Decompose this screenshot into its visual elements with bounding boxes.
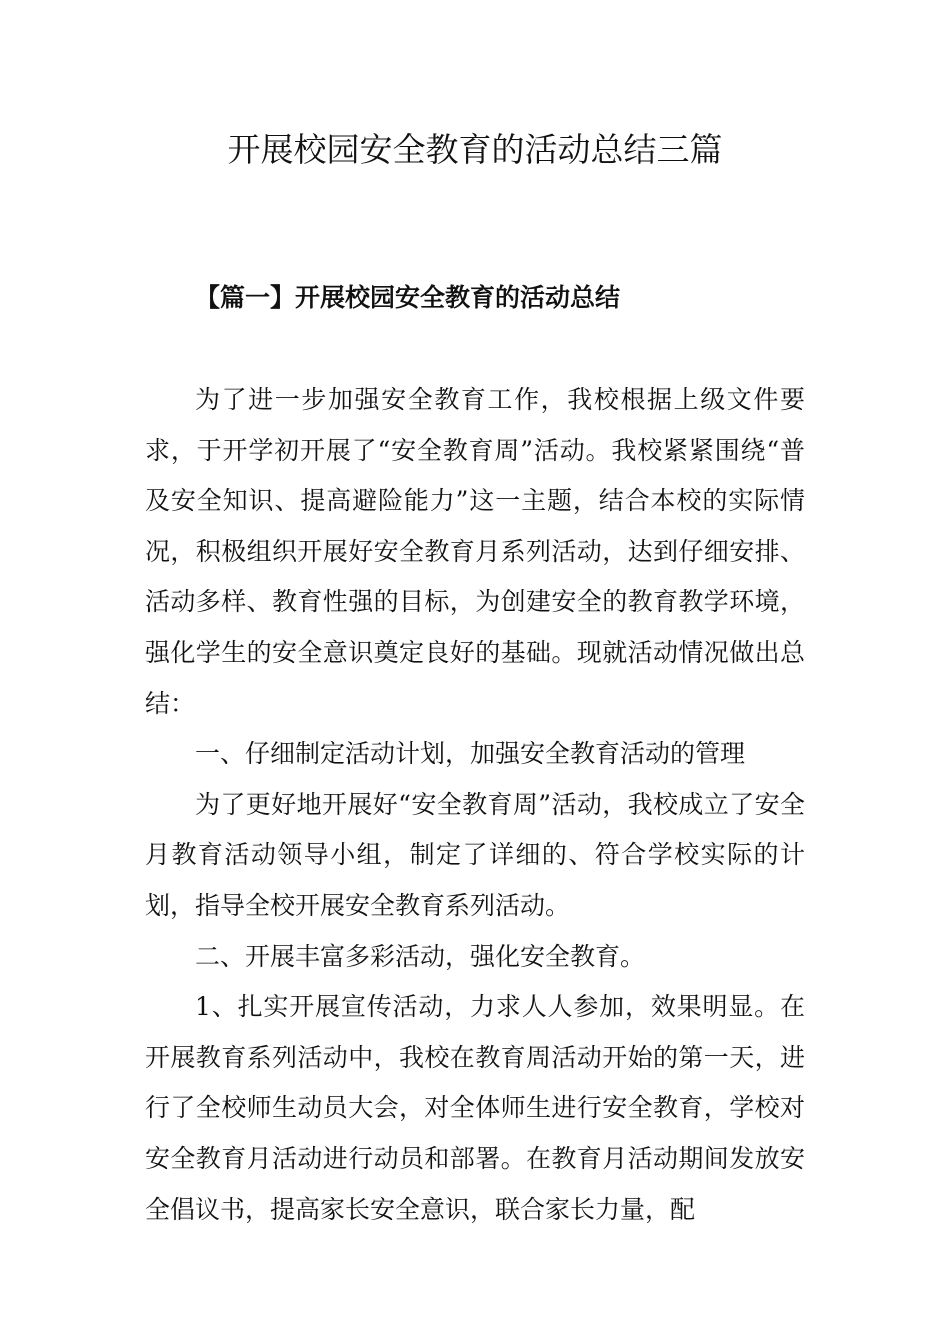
- section-heading: 【篇一】开展校园安全教育的活动总结: [195, 283, 621, 312]
- document-title: 开展校园安全教育的活动总结三篇: [227, 130, 723, 169]
- paragraph: 1、扎实开展宣传活动，力求人人参加，效果明显。在开展教育系列活动中，我校在教育周活动开始的第一天，进行了全校师生动员大会，对全体师生进行安全教育，学校对安全教育月活动进行动员和部署。在教育月活动期间发放安全倡议书，提高家长安全意识，联合家长力量，配: [145, 992, 805, 1224]
- paragraph: 为了进一步加强安全教育工作，我校根据上级文件要求，于开学初开展了“安全教育周”活动。我校紧紧围绕“普及安全知识、提高避险能力”这一主题，结合本校的实际情况，积极组织开展好安全教育月系列活动，达到仔细安排、活动多样、教育性强的目标，为创建安全的教育教学环境，强化学生的安全意识奠定良好的基础。现就活动情况做出总结：: [145, 385, 805, 718]
- paragraph: 一、仔细制定活动计划，加强安全教育活动的管理: [195, 739, 746, 769]
- paragraph: 二、开展丰富多彩活动，强化安全教育。: [195, 941, 646, 971]
- paragraph: 为了更好地开展好“安全教育周”活动，我校成立了安全月教育活动领导小组，制定了详细的、符合学校实际的计划，指导全校开展安全教育系列活动。: [145, 789, 805, 920]
- document-body: [145, 375, 805, 1235]
